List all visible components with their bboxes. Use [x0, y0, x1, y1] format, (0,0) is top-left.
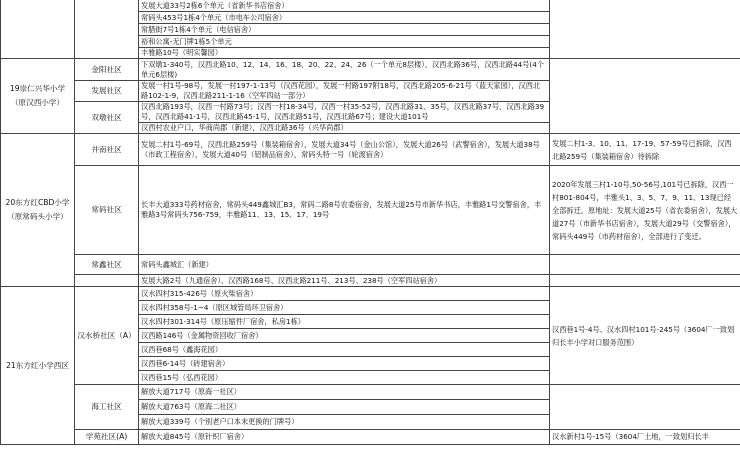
- address-cell: 常码头453号1栋4个单元（市电车公司宿舍）: [139, 12, 550, 24]
- address-cell: 解放大道845号（原针织厂宿舍）: [139, 430, 550, 445]
- address-cell: 发展大路2号（九通宿舍）、汉西路168号、汉西北路211号、213号、238号（空军四站宿舍）: [139, 275, 550, 287]
- address-cell: 解放大道339号（个别老户口本未更换的门牌号）: [139, 415, 550, 430]
- community-cell: 井南社区: [75, 134, 139, 166]
- address-cell: 发展一村1号-98号，发展一村197-1-13号（汉西花园），发展一村路197附18号，汉西北路205-6-21号（蓝天家园），汉西北路102-1-9，汉西北路211-1-16（空军四站一部分）: [139, 81, 550, 102]
- note-cell: 汉西巷1号-4号、汉水四村101号-245号（3604厂一致划归长丰小学对口服务范围）: [550, 287, 740, 385]
- school-cell: 19崇仁兴华小学（原汉西小学）: [1, 59, 75, 134]
- community-cell: 金阳社区: [75, 59, 139, 81]
- address-cell: 下双墩1-340号，汉西北路10、12、14、16、18、20、22、24、26（一个单元8层楼），汉西北路36号，汉西北路44号(4个单元6层楼): [139, 59, 550, 81]
- address-cell: 汉水四村315-426号（原火柴宿舍）: [139, 287, 550, 301]
- address-cell: 汉水四村358号-1~4（原区城管局环卫宿舍）: [139, 301, 550, 315]
- address-cell: 发展二村1号-69号，汉西北路259号（集装箱宿舍），发展大道34号（金山公馆），发展大道26号（武警宿舍），发展大道38号（市政工程宿舍），发展大道40号（铝制品宿舍），常码头特一号（轮渡宿舍）: [139, 134, 550, 166]
- address-cell: 解放大道717号（原海一社区）: [139, 385, 550, 400]
- address-cell: 裕和公寓-无门牌1栋5个单元: [139, 36, 550, 48]
- community-cell: 发展社区: [75, 81, 139, 102]
- school-cell: [1, 0, 75, 59]
- address-cell: 丰雅路10号（明实馨园）: [139, 48, 550, 59]
- address-cell: 汉西巷6-14号（砖建宿舍）: [139, 357, 550, 371]
- note-cell: [550, 59, 740, 134]
- community-cell: 常鑫社区: [75, 255, 139, 275]
- community-cell: 海工社区: [75, 385, 139, 430]
- address-cell: 长丰大道333号药材宿舍，常码头449鑫城汇B3，常码二路8号农委宿舍，发展大道25号市新华书店，丰雅路1号交警宿舍，丰雅路3号常码头756-759，丰雅路11、13、15、17、19号: [139, 166, 550, 255]
- address-cell: 解放大道763号（原海二社区）: [139, 400, 550, 415]
- address-cell: 汉西巷15号（弘西花园）: [139, 371, 550, 385]
- community-cell: 双墩社区: [75, 102, 139, 134]
- note-cell: [550, 255, 740, 275]
- note-cell: 汉水新村1号-15号（3604厂土地，一致划归长丰: [550, 430, 740, 445]
- community-cell: [75, 275, 139, 287]
- address-cell: 常腊街7号1栋4个单元（电信宿舍）: [139, 24, 550, 36]
- address-cell: 汉西路146号（金属物资回收厂宿舍）: [139, 329, 550, 343]
- note-cell: 发展二村1-3、10、11、17-19、57-59号已拆除，汉西北路259号（集装箱宿舍）待拆除: [550, 134, 740, 166]
- address-cell: 常码头鑫城汇（新建）: [139, 255, 550, 275]
- school-cell: 20东方红CBD小学（原常码头小学）: [1, 134, 75, 287]
- note-cell: 2020年发展三村1-10号,50-56号,101号已拆除，汉西一村801-804号，丰雅头1、3、5、7、9、11、13现已经全部拆迁。原地址：发展大道25号（省农委宿舍），发展大道27号（市新华书店宿舍），发展大道29号（交警宿舍），常码头449号（市药材宿舍），全部进行了变迁。: [550, 166, 740, 255]
- address-cell: 汉西村农业户口，华商尚郡（新建），汉西北路36号（兴华尚郡）: [139, 123, 550, 134]
- community-cell: 学苑社区(A): [75, 430, 139, 445]
- address-cell: 发展大道33号2栋6个单元（省新华书店宿舍）: [139, 0, 550, 12]
- note-cell: [550, 275, 740, 287]
- community-cell: 汉水桥社区（A）: [75, 287, 139, 385]
- address-cell: 汉西巷68号（鑫海花园）: [139, 343, 550, 357]
- address-cell: 汉西北路193号，汉西一村路73号；汉西一村18-34号，汉西一村35-52号，汉西北路31、35号，汉西北路37号，汉西北路39号，汉西北路41-1号，汉西北路45-1号，汉西北路51号，汉西北路67号；建设大道101号: [139, 102, 550, 123]
- address-cell: 汉水四村301-314号（原压缩件厂宿舍，私房1栋）: [139, 315, 550, 329]
- note-cell: [550, 385, 740, 430]
- community-cell: [75, 0, 139, 59]
- note-cell: [550, 0, 740, 59]
- school-cell: 21东方红小学西区: [1, 287, 75, 445]
- community-cell: 常码社区: [75, 166, 139, 255]
